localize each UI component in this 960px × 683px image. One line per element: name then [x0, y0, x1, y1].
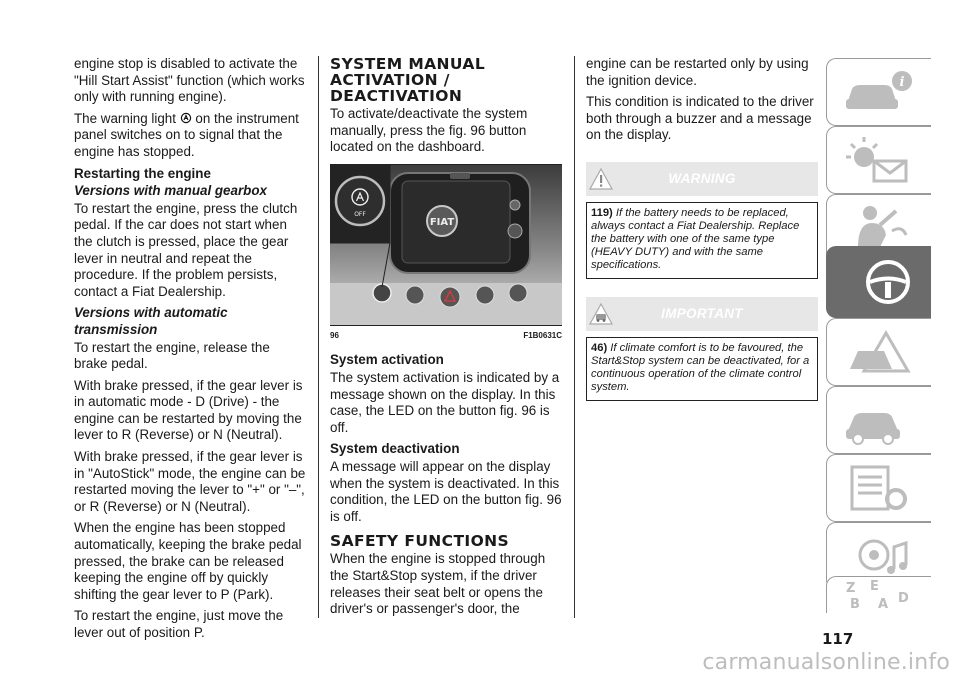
paragraph: The system activation is indicated by a message shown on the display. In this case, the LED on the button fig. 96 is off.: [330, 369, 560, 435]
warning-title: WARNING: [668, 170, 736, 186]
page-number: 117: [822, 630, 854, 648]
paragraph: To restart the engine, press the clutch pedal. If the car does not start when the clutch is pressed, place the gear lever in neutral and repeat the procedure. If the problem persists, contact a Fiat Dealership.: [74, 200, 298, 299]
paragraph: To restart the engine, just move the lever out of position P.: [74, 608, 284, 640]
index-icon: [840, 568, 918, 622]
tab-technical-data[interactable]: [826, 454, 931, 522]
section-heading: SYSTEM MANUAL ACTIVATION / DEACTIVATION: [330, 55, 486, 105]
paragraph: When the engine is stopped through the Start&Stop system, if the driver releases their seat belt or opens the driver's or passenger's door, the: [330, 551, 546, 617]
warning-box-body: [586, 202, 818, 279]
column-divider: [318, 56, 319, 618]
text: The warning light: [74, 110, 180, 126]
tab-starting-driving[interactable]: [826, 246, 931, 318]
steering-wheel-icon: [840, 255, 918, 309]
watermark: carmanualsonline.info: [702, 650, 950, 675]
warning-lights-icon: [840, 133, 918, 187]
important-text: If climate comfort is to be favoured, the Start&Stop system can be deactivated, for a continuous operation of the climate control system.: [591, 341, 810, 393]
warning-text: If the battery needs to be replaced, always contact a Fiat Dealership. Replace the battery with one of the same type (HEAVY DUTY) and with the same specifications.: [591, 206, 800, 271]
tab-maintenance[interactable]: [826, 386, 931, 454]
column-divider: [574, 56, 575, 618]
paragraph: engine stop is disabled to activate the "Hill Start Assist" function (which works only with running engine).: [74, 56, 305, 105]
svg-text:D: D: [898, 591, 909, 606]
car-info-icon: [840, 65, 918, 119]
figure-number: 96: [330, 330, 339, 340]
paragraph: [74, 111, 306, 161]
section-heading: System deactivation: [330, 441, 460, 457]
paragraph: To activate/deactivate the system manually, press the fig. 96 button located on the dashboard.: [330, 106, 528, 155]
auto-stop-warning-icon: [180, 112, 192, 124]
paragraph: With brake pressed, if the gear lever is in automatic mode - D (Drive) - the engine can be restarted by moving the lever to R (Reverse) or N (Neutral).: [74, 377, 303, 443]
subsection-heading: Versions with manual gearbox: [74, 183, 267, 199]
warning-box-header: [586, 162, 818, 196]
subsection-heading: Versions with automatic transmission: [74, 305, 228, 337]
section-heading: SAFETY FUNCTIONS: [330, 532, 510, 551]
column-left: [74, 56, 306, 647]
maintenance-icon: [840, 393, 918, 447]
dashboard-figure: [330, 164, 562, 326]
warning-icon: [588, 166, 614, 192]
svg-text:i: i: [899, 75, 905, 90]
dashboard-illustration: [330, 165, 562, 325]
section-heading: System activation: [330, 352, 444, 368]
note-number: 46): [591, 341, 608, 354]
tab-warning-lights[interactable]: [826, 126, 931, 194]
paragraph: With brake pressed, if the gear lever is in "AutoStick" mode, the engine can be restarted moving the lever to "+" or "–", or R (Reverse) or N (Neutral).: [74, 449, 306, 514]
text: on the instrument panel switches on to signal that the engine has stopped.: [74, 110, 299, 159]
paragraph: A message will appear on the display when the system is deactivated. In this condition, the LED on the button fig. 96 is off.: [330, 458, 562, 524]
svg-text:B: B: [850, 597, 860, 612]
important-icon: [588, 301, 614, 327]
tab-car-info[interactable]: [826, 58, 931, 126]
paragraph: This condition is indicated to the driver both through a buzzer and a message on the display.: [586, 94, 814, 143]
figure-caption: [330, 328, 562, 345]
important-box-header: [586, 297, 818, 331]
figure-code: F1B0631C: [523, 330, 562, 340]
important-title: IMPORTANT: [661, 305, 743, 321]
section-heading: Restarting the engine: [74, 165, 211, 181]
technical-data-icon: [840, 461, 918, 515]
column-middle: [330, 56, 562, 623]
brand-logo: FIAT: [429, 216, 455, 228]
svg-text:Z: Z: [846, 581, 856, 596]
column-right: [586, 56, 818, 401]
note-number: 119): [591, 206, 613, 219]
paragraph: When the engine has been stopped automatically, keeping the brake pedal pressed, the brake can be released keeping the engine off by quickly shifting the gear lever to P (Park).: [74, 520, 302, 602]
tab-emergency[interactable]: [826, 318, 931, 386]
paragraph: To restart the engine, release the brake pedal.: [74, 339, 270, 372]
button-label: OFF: [354, 210, 366, 218]
svg-text:E: E: [870, 579, 879, 594]
paragraph: engine can be restarted only by using the ignition device.: [586, 56, 809, 88]
svg-text:A: A: [878, 597, 889, 612]
tab-index[interactable]: [826, 576, 931, 613]
emergency-icon: [840, 325, 918, 379]
important-box-body: [586, 337, 818, 401]
